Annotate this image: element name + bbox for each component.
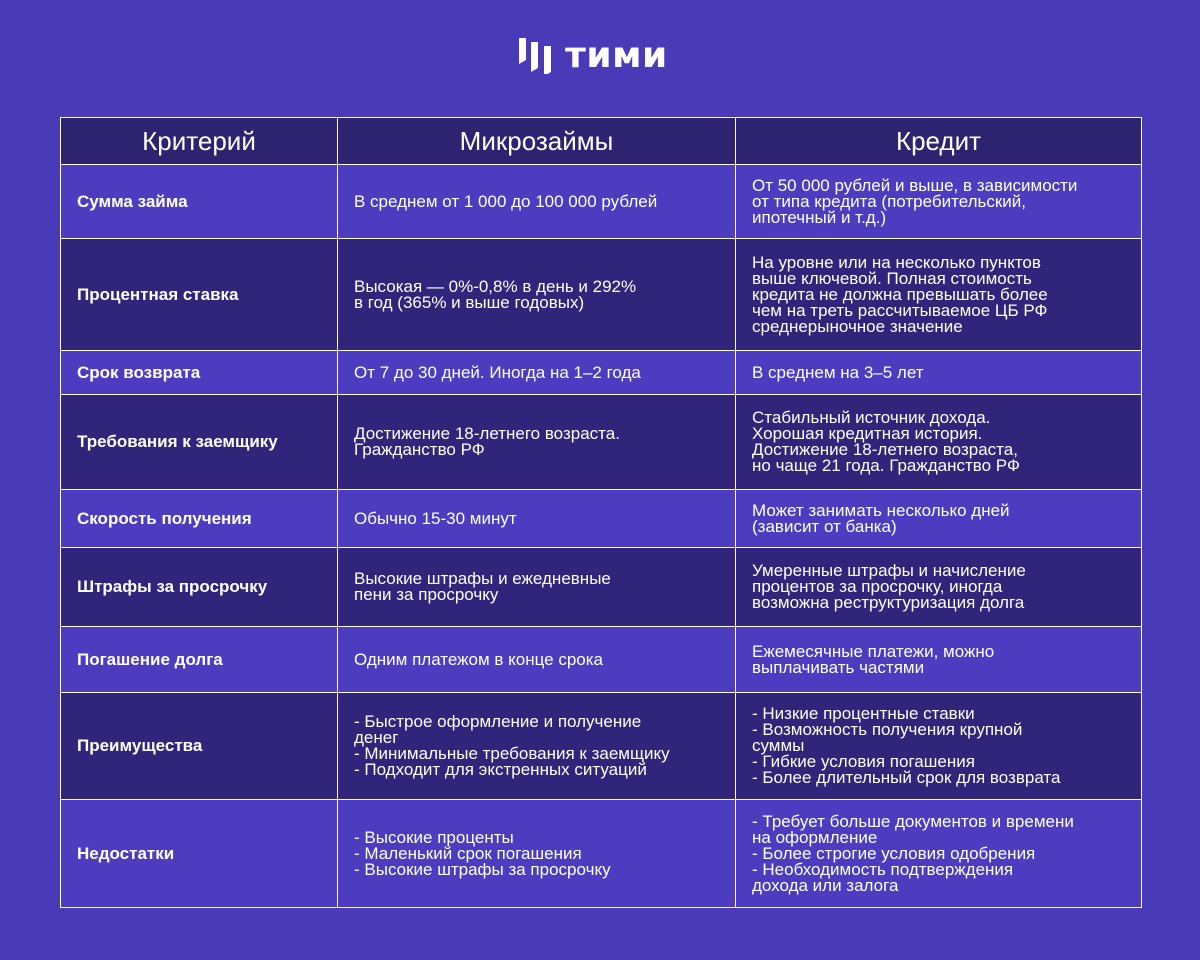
cell-text-line: Высокие штрафы и ежедневные	[354, 569, 611, 588]
criterion-cell: Штрафы за просрочку	[61, 548, 338, 627]
cell-text-line: Достижение 18-летнего возраста.	[354, 424, 620, 443]
cell-text-line: Умеренные штрафы и начисление	[752, 561, 1026, 580]
microloans-cell	[338, 395, 736, 490]
cell-text-line: - Требует больше документов и времени	[752, 811, 1074, 831]
credit-cell	[736, 395, 1142, 490]
cell-text-line: от типа кредита (потребительский,	[752, 191, 1027, 211]
microloans-cell	[338, 627, 736, 693]
cell-text-line: (зависит от банка)	[752, 516, 897, 536]
credit-cell	[736, 351, 1142, 395]
cell-text-line: - Необходимость подтверждения	[752, 859, 1014, 879]
brand-name: тими	[565, 35, 668, 76]
cell-text-line: Одним платежом в конце срока	[354, 649, 603, 669]
table-row	[61, 395, 1142, 490]
cell-text-line: выше ключевой. Полная стоимость	[752, 268, 1032, 288]
table-row	[61, 490, 1142, 548]
cell-text-line: Гражданство РФ	[354, 440, 485, 459]
cell-text-line: - Гибкие условия погашения	[752, 752, 975, 771]
cell-text-line: кредита не должна превышать более	[752, 284, 1048, 304]
table-row	[61, 239, 1142, 351]
criterion-cell: Скорость получения	[61, 490, 338, 548]
cell-text-line: В среднем от 1 000 до 100 000 рублей	[354, 191, 658, 211]
credit-cell	[736, 693, 1142, 800]
criterion-cell: Срок возврата	[61, 351, 338, 395]
table-row	[61, 548, 1142, 627]
table-row	[61, 351, 1142, 395]
header-criterion: Критерий	[61, 118, 338, 165]
brand-logo	[517, 36, 668, 76]
criterion-cell: Процентная ставка	[61, 239, 338, 351]
credit-cell	[736, 165, 1142, 239]
cell-text-line: - Быстрое оформление и получение	[354, 712, 642, 731]
cell-text-line: дохода или залога	[752, 875, 899, 895]
cell-text-line: денег	[354, 728, 399, 747]
header-credit: Кредит	[736, 118, 1142, 165]
cell-text-line: Достижение 18-летнего возраста,	[752, 440, 1018, 459]
criterion-cell: Недостатки	[61, 800, 338, 908]
microloans-cell	[338, 693, 736, 800]
microloans-cell	[338, 490, 736, 548]
cell-text-line: В среднем на 3–5 лет	[752, 362, 924, 382]
cell-text-line: - Высокие проценты	[354, 827, 514, 847]
cell-text-line: - Высокие штрафы за просрочку	[354, 859, 611, 879]
credit-cell	[736, 800, 1142, 908]
cell-text-line: - Низкие процентные ставки	[752, 704, 975, 723]
credit-cell	[736, 239, 1142, 351]
cell-text-line: но чаще 21 года. Гражданство РФ	[752, 456, 1020, 475]
cell-text-line: От 50 000 рублей и выше, в зависимости	[752, 175, 1078, 195]
criterion-cell: Погашение долга	[61, 627, 338, 693]
cell-text-line: процентов за просрочку, иногда	[752, 577, 1003, 596]
credit-cell	[736, 490, 1142, 548]
timi-logo-icon	[517, 38, 555, 74]
cell-text-line: - Более строгие условия одобрения	[752, 843, 1036, 863]
cell-text-line: - Маленький срок погашения	[354, 843, 582, 863]
microloans-cell	[338, 239, 736, 351]
microloans-cell	[338, 548, 736, 627]
cell-text-line: - Возможность получения крупной	[752, 720, 1023, 739]
comparison-table	[60, 117, 1142, 908]
table-row	[61, 800, 1142, 908]
microloans-cell	[338, 800, 736, 908]
cell-text-line: возможна реструктуризация долга	[752, 593, 1025, 612]
cell-text-line: Высокая — 0%-0,8% в день и 292%	[354, 276, 637, 296]
cell-text-line: чем на треть рассчитываемое ЦБ РФ	[752, 300, 1048, 320]
cell-text-line: Может занимать несколько дней	[752, 500, 1010, 520]
table-row	[61, 165, 1142, 239]
header-microloans: Микрозаймы	[338, 118, 736, 165]
cell-text-line: - Минимальные требования к заемщику	[354, 744, 670, 763]
microloans-cell	[338, 165, 736, 239]
table-row	[61, 627, 1142, 693]
credit-cell	[736, 548, 1142, 627]
criterion-cell: Требования к заемщику	[61, 395, 338, 490]
criterion-cell: Преимущества	[61, 693, 338, 800]
cell-text-line: - Более длительный срок для возврата	[752, 768, 1061, 787]
microloans-cell	[338, 351, 736, 395]
cell-text-line: От 7 до 30 дней. Иногда на 1–2 года	[354, 362, 641, 382]
cell-text-line: на оформление	[752, 827, 878, 847]
table-row	[61, 693, 1142, 800]
cell-text-line: Стабильный источник дохода.	[752, 408, 991, 427]
criterion-cell: Сумма займа	[61, 165, 338, 239]
cell-text-line: выплачивать частями	[752, 657, 925, 677]
cell-text-line: ипотечный и т.д.)	[752, 207, 887, 227]
cell-text-line: Хорошая кредитная история.	[752, 424, 983, 443]
cell-text-line: Ежемесячные платежи, можно	[752, 641, 995, 661]
cell-text-line: На уровне или на несколько пунктов	[752, 252, 1041, 272]
table-header-row	[61, 118, 1142, 165]
cell-text-line: Обычно 15-30 минут	[354, 508, 517, 528]
credit-cell	[736, 627, 1142, 693]
cell-text-line: среднерыночное значение	[752, 316, 963, 336]
cell-text-line: - Подходит для экстренных ситуаций	[354, 760, 647, 779]
cell-text-line: пени за просрочку	[354, 585, 499, 604]
cell-text-line: в год (365% и выше годовых)	[354, 292, 585, 312]
cell-text-line: суммы	[752, 736, 805, 755]
